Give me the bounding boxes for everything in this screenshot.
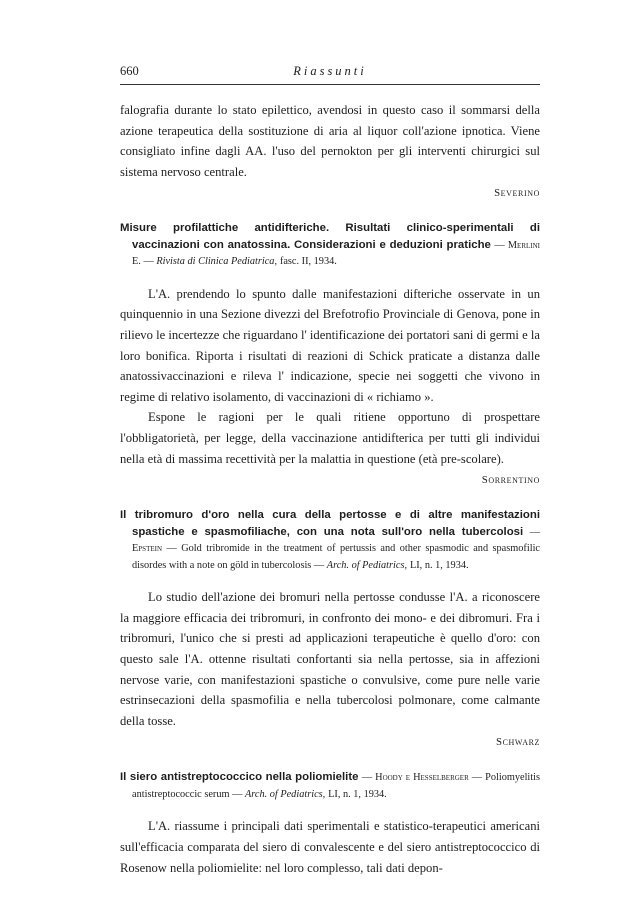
- page-body: [120, 100, 540, 878]
- journal-name: Rivista di Clinica Pediatrica,: [156, 256, 278, 268]
- article-paragraph: Espone le ragioni per le quali ritiene opportuno di prospettare l'obbligatorietà, per legge, della vaccinazione antidifterica per tutti gli individui nella età di massima recettività per la malattia in questione (età pre-scolare).: [120, 410, 540, 466]
- article-citation: Poliomyelitis antistreptococcic serum: [132, 772, 541, 800]
- article-author: Merlini E.: [132, 239, 540, 268]
- journal-ref: fasc. II, 1934.: [279, 256, 337, 268]
- article-author: Hoody e Hesselberger: [375, 772, 469, 784]
- signature-severino: Severino: [494, 187, 540, 200]
- article-title: Misure profilattiche antidifteriche. Risultati clinico-sperimentali di vaccinazioni con anatossina. Considerazioni e deduzioni pratiche: [120, 222, 540, 251]
- journal-name: Arch. of Pediatrics,: [244, 788, 326, 800]
- article-heading-1: Misure profilattiche antidifteriche. Risultati clinico-sperimentali di vaccinazioni con anatossina. Considerazioni e deduzioni pratiche — Merlini E. — Rivista di Clinica Pediatrica, fasc. II, 1934.: [120, 222, 540, 268]
- header-rule: [120, 84, 540, 85]
- article-title: Il siero antistreptococcico nella poliomielite: [120, 771, 359, 784]
- signature-sorrentino: Sorrentino: [481, 474, 540, 487]
- article-paragraph: L'A. riassume i principali dati sperimentali e statistico-terapeutici americani sull'efficacia comparata del siero di convalescente e del siero antistreptococcico di Rosenow nella poliomielite: nel loro complesso, tali dati depon-: [120, 819, 540, 875]
- article-paragraph: Lo studio dell'azione dei bromuri nella pertosse condusse l'A. a riconoscere la maggiore efficacia dei tribromuri, in confronto dei mono- e dei dibromuri. Fra i tribromuri, l'unico che si presti ad applicazioni terapeutiche è quello d'oro: con questo sale l'A. ottenne risultati confortanti sia nella pertosse, sia in affezioni nervose varie, con manifestazioni spastiche o convulsive, come pure nelle varie estrinsecazioni della spasmofilia e nella tubercolosi polmonare, come calmante della tosse.: [120, 590, 540, 728]
- running-header: [120, 64, 540, 86]
- article-citation: Gold tribromide in the treatment of pertussis and other spasmodic and spasmofilic disordes with a note on göld in tubercolosis: [132, 543, 541, 571]
- journal-ref: LI, n. 1, 1934.: [409, 559, 469, 571]
- journal-name: Arch. of Pediatrics,: [326, 559, 408, 571]
- article-author: Epstein: [132, 543, 163, 555]
- article-paragraph: L'A. prendendo lo spunto dalle manifestazioni difteriche osservate in un quinquennio in una Sezione divezzi del Brefotrofio Provinciale di Genova, pone in rilievo le incertezze che riguardano l' identificazione dei portatori sani di germi e la loro bonifica. Riporta i risultati di reazioni di Schick praticate a distanza dalle anatossivaccinazioni e rileva l' indicazione, specie nei soggetti che vivono in regime di relativo isolamento, di vaccinazioni di « richiamo ».: [120, 286, 540, 404]
- article-title: Il tribromuro d'oro nella cura della pertosse e di altre manifestazioni spastiche e spasmofiliache, con una nota sull'oro nella tubercolosi: [120, 509, 540, 538]
- article-heading-2: Il tribromuro d'oro nella cura della pertosse e di altre manifestazioni spastiche e spasmofiliache, con una nota sull'oro nella tubercolosi — Epstein — Gold tribromide in the treatment of pertussis and other spasmodic and spasmofilic disordes with a note on göld in tubercolosis — Arch. of Pediatrics, LI, n. 1, 1934.: [120, 509, 541, 571]
- running-title: Riassunti: [293, 64, 367, 78]
- continuation-paragraph: falografia durante lo stato epilettico, avendosi in questo caso il sommarsi della azione terapeutica della sostituzione di aria al liquor coll'azione ipnotica. Viene consigliato infine dagli AA. l'uso del pernokton per gli interventi chirurgici sul sistema nervoso centrale.: [120, 103, 540, 179]
- article-heading-3: Il siero antistreptococcico nella poliomielite — Hoody e Hesselberger — Poliomyelitis antistreptococcic serum — Arch. of Pediatrics, LI, n. 1, 1934.: [120, 771, 541, 800]
- journal-ref: LI, n. 1, 1934.: [328, 788, 387, 800]
- signature-schwarz: Schwarz: [496, 736, 540, 749]
- page-number: 660: [120, 64, 139, 78]
